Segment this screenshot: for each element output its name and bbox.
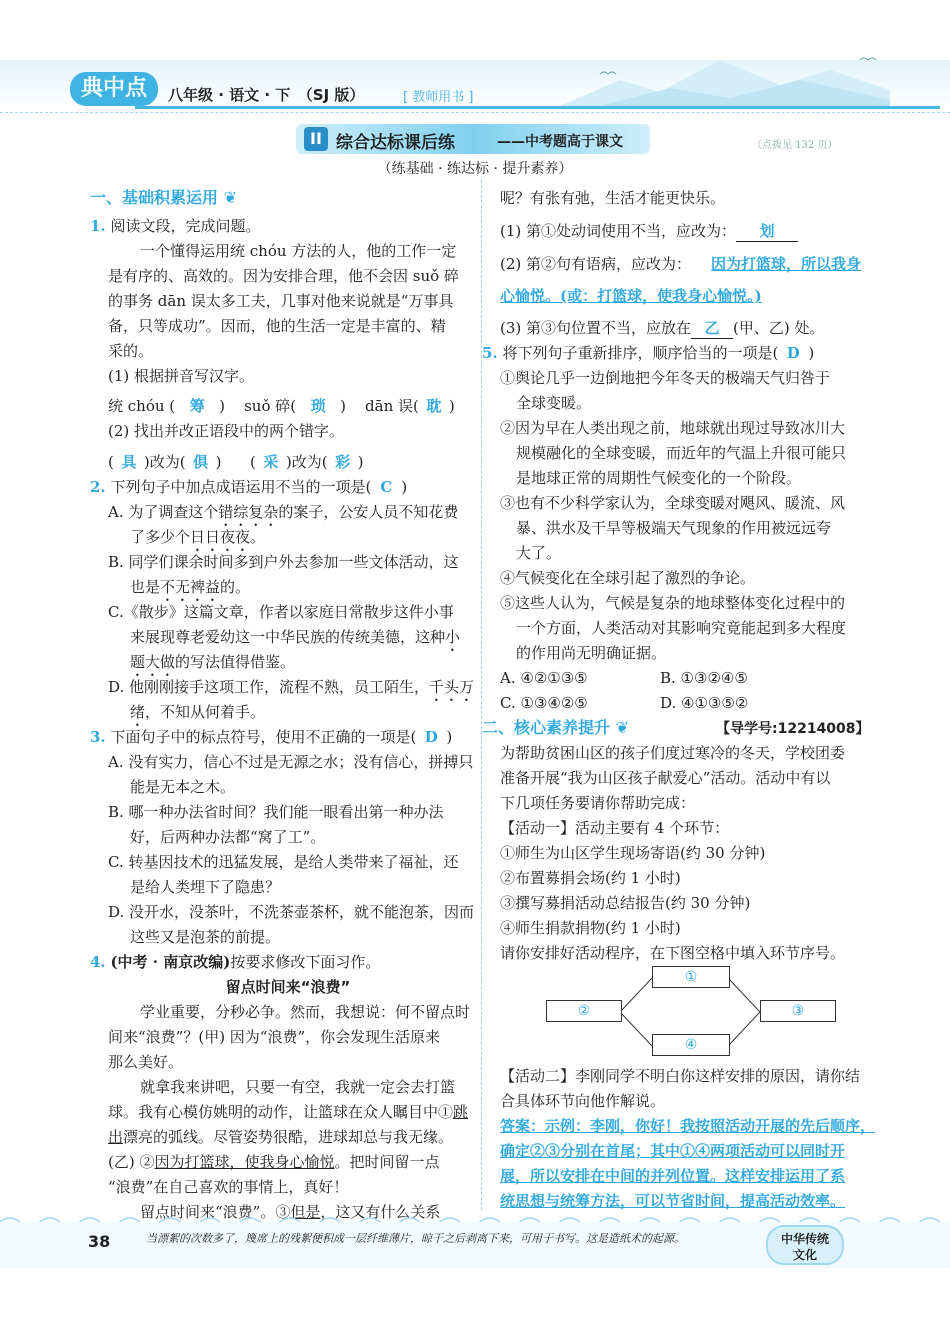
header-rule: [135, 106, 940, 109]
q4-essay-title: 留点时间来“浪费”: [225, 978, 351, 996]
q5-sentence: 的作用尚无明确证据。: [516, 644, 667, 662]
q5-sentence: 全球变暖。: [516, 394, 592, 412]
q5-sentence: 是地球正常的周期性气候变化的一个阶段。: [516, 469, 802, 487]
q1-sub2: (2) 找出并改正语段中的两个错字。: [108, 422, 345, 440]
q4-sub2: (2) 第②句有语病，应改为： 因为打篮球，所以我身: [500, 255, 862, 273]
guide-number: 【导学号:12214008】: [716, 721, 870, 737]
book-title: 八年级 · 语文 · 下 （SJ 版）: [168, 86, 365, 104]
column-divider: [481, 180, 482, 1210]
q5-sentence: ②因为早在人类出现之前，地球就出现过导致冰川大: [500, 419, 846, 437]
q4-essay-line: 学业重要，分秒必争。然而，我想说：何不留点时: [140, 1003, 471, 1021]
q4-sub3: (3) 第③句位置不当，应放在 乙 (甲、乙) 处。: [500, 319, 825, 337]
q6-step: ①师生为山区学生现场寄语(约 30 分钟): [500, 844, 766, 862]
q6-activity2-cont: 合具体环节向他作解说。: [500, 1092, 666, 1110]
q4-essay-line: 就拿我来讲吧，只要一有空，我就一定会去打篮: [140, 1078, 456, 1096]
q6-step: ②布置募捐会场(约 1 小时): [500, 869, 681, 887]
page-subtitle: （练基础 · 练达标 · 提升素养）: [377, 161, 573, 177]
q4-sub1: (1) 第①处动词使用不当，应改为： 划: [500, 221, 798, 242]
section-title: 综合达标课后练: [336, 133, 455, 153]
part1-title: 一、基础积累运用 ❦: [90, 188, 237, 207]
q4-essay-line: 间来“浪费”？(甲) 因为“浪费”，你会发现生活原来: [108, 1028, 441, 1046]
flow-box-top: ①: [652, 966, 730, 988]
q4-essay-line: 留点时间来“浪费”。③但是，这又有什么关系: [140, 1203, 441, 1221]
q2-option-d-cont: 绪，不知从何着手。: [130, 703, 266, 721]
q2-option-b: B. 同学们课余时间多到户外去参加一些文体活动，这: [108, 553, 459, 571]
q2-option-a-cont: 了多少个日日夜夜。: [130, 528, 266, 546]
q5-sentence: 大了。: [516, 544, 562, 562]
flow-box-left: ②: [546, 1000, 622, 1022]
q4-sub2-answer: 心愉悦。(或：打篮球，使我身心愉悦。): [500, 287, 762, 305]
brand-logo: 典中点: [70, 72, 158, 106]
q6-answer-line: 统思想与统筹方法，可以节省时间，提高活动效率。: [500, 1192, 846, 1210]
q1-stem: 1. 阅读文段，完成问题。: [90, 217, 261, 235]
q6-answer-line: 确定②③分别在首尾；其中①④两项活动可以同时开: [500, 1142, 846, 1160]
q3-option-c: C. 转基因技术的迅猛发展，是给人类带来了福祉，还: [108, 853, 459, 871]
q6-intro: 下几项任务要请你帮助完成：: [500, 794, 696, 812]
q6-step: ③撰写募捐活动总结报告(约 30 分钟): [500, 894, 751, 912]
q1-passage-line: 采的。: [108, 342, 154, 360]
q3-option-d-cont: 这些又是泡茶的前提。: [130, 928, 281, 946]
q4-essay-line: “浪费”在自己喜欢的事情上，真好！: [108, 1178, 349, 1196]
q5-stem: 5. 将下列句子重新排序，顺序恰当的一项是( D ): [482, 344, 815, 362]
q1-passage-line: 一个懂得运用统 chóu 方法的人，他的工作一定: [140, 242, 457, 260]
q6-step: ④师生捐款捐物(约 1 小时): [500, 919, 681, 937]
q6-answer-line: 答案：示例：李刚，你好！我按照活动开展的先后顺序，: [500, 1117, 876, 1135]
q2-option-c-cont2: 题大做的写法值得借鉴。: [130, 653, 296, 671]
q3-stem: 3. 下面句子中的标点符号，使用不正确的一项是( D ): [90, 728, 453, 746]
q4-essay-line: (乙) ②因为打篮球，使我身心愉悦。把时间留一点: [108, 1153, 440, 1171]
q1-passage-line: 的事务 dān 误太多工夫，几事对他来说就是“万事具: [108, 292, 454, 310]
q5-option-d: D. ④①③⑤②: [660, 694, 749, 712]
q1-passage-line: 是有序的、高效的。因为安排合理，他不会因 suǒ 碎: [108, 267, 459, 285]
q5-sentence: ③也有不少科学家认为，全球变暖对飓风、暖流、风: [500, 494, 846, 512]
q6-answer-line: 展，所以安排在中间的并列位置。这样安排运用了系: [500, 1167, 846, 1185]
q2-option-b-cont: 也是不无裨益的。: [130, 578, 251, 596]
q6-activity1: 【活动一】活动主要有 4 个环节：: [500, 819, 730, 837]
q1-typo-answers: ( 具 )改为( 俱 ) ( 采 )改为( 彩 ): [108, 453, 364, 471]
q4-essay-line: 球。我有心模仿姚明的动作，让篮球在众人瞩目中①跳: [108, 1103, 469, 1121]
part2-title: 二、核心素养提升 ❦: [482, 718, 629, 737]
q5-sentence: 一个方面，人类活动对其影响究竟能起到多大程度: [516, 619, 847, 637]
teacher-edition-label: [ 教师用书 ]: [403, 90, 474, 105]
q5-sentence: 规模融化的全球变暖，而近年的气温上升很可能只: [516, 444, 847, 462]
answer-reference: （点拨见 132 页）: [752, 140, 838, 151]
footer-note: 当漂絮的次数多了，篾席上的残絮便积成一层纤维薄片，晾干之后剥离下来，可用于书写。这是造纸术的起源。: [146, 1232, 685, 1245]
q6-activity2: 【活动二】李刚同学不明白你这样安排的原因，请你结: [500, 1067, 861, 1085]
q3-option-b: B. 哪一种办法省时间？我们能一眼看出第一种办法: [108, 803, 444, 821]
culture-logo: [766, 1225, 844, 1265]
q6-intro: 准备开展“我为山区孩子献爱心”活动。活动中有以: [500, 769, 831, 787]
q1-passage-line: 备，只等成功”。因而，他的生活一定是丰富的、精: [108, 317, 446, 335]
flow-box-bottom: ④: [652, 1034, 730, 1056]
q1-pinyin-answers: 统 chóu ( 筹 ) suǒ 碎( 琐 ) dān 误( 耽 ): [108, 397, 455, 415]
q2-option-c-cont: 来展现尊老爱幼这一中华民族的传统美德，这种小: [130, 628, 461, 646]
q2-option-d: D. 他刚刚接手这项工作，流程不熟，员工陌生，千头万: [108, 678, 475, 696]
culture-logo-line2: 文化: [792, 1248, 817, 1262]
q5-sentence: ⑤这些人认为，气候是复杂的地球整体变化过程中的: [500, 594, 846, 612]
leaf-icon: ❦: [615, 718, 629, 737]
section-badge: II: [304, 127, 328, 151]
q5-option-c: C. ①③④②⑤: [500, 694, 588, 712]
q2-option-c: C.《散步》这篇文章，作者以家庭日常散步这件小事: [108, 603, 454, 621]
q5-option-b: B. ①③②④⑤: [660, 669, 748, 687]
flow-box-right: ③: [760, 1000, 836, 1022]
page-number: 38: [88, 1232, 111, 1251]
landscape-decoration: [560, 40, 890, 106]
culture-logo-line1: 中华传统: [780, 1232, 829, 1246]
q3-option-b-cont: 好，后两种办法都“窝了工”。: [130, 828, 326, 846]
q4-essay-line: 出漂亮的弧线。尽管姿势很酷，进球却总与我无缘。: [108, 1128, 454, 1146]
q4-essay-line: 呢？有张有弛，生活才能更快乐。: [500, 189, 726, 207]
q2-option-a: A. 为了调查这个错综复杂的案子，公安人员不知花费: [108, 503, 459, 521]
q2-stem: 2. 下列句子中加点成语运用不当的一项是( C ): [90, 478, 408, 496]
q3-option-d: D. 没开水，没茶叶，不洗茶壶茶杯，就不能泡茶，因而: [108, 903, 475, 921]
q6-intro: 为帮助贫困山区的孩子们度过寒冷的冬天，学校团委: [500, 744, 846, 762]
q5-sentence: ④气候变化在全球引起了激烈的争论。: [500, 569, 756, 587]
q6-task: 请你安排好活动程序，在下图空格中填入环节序号。: [500, 944, 846, 962]
q3-option-c-cont: 是给人类埋下了隐患？: [130, 878, 281, 896]
q1-sub1: (1) 根据拼音写汉字。: [108, 367, 255, 385]
section-subtitle: ——中考题高于课文: [497, 134, 623, 150]
q3-option-a: A. 没有实力，信心不过是无源之水；没有信心，拼搏只: [108, 753, 474, 771]
header-dashed-rule: [0, 112, 950, 113]
q5-option-a: A. ④②①③⑤: [500, 669, 588, 687]
leaf-icon: ❦: [223, 188, 237, 207]
q5-sentence: 暴、洪水及干旱等极端天气现象的作用被远远夸: [516, 519, 832, 537]
q4-stem: 4. (中考 · 南京改编)按要求修改下面习作。: [90, 953, 381, 971]
q4-essay-line: 那么美好。: [108, 1053, 184, 1071]
q5-sentence: ①舆论几乎一边倒地把今年冬天的极端天气归咎于: [500, 369, 831, 387]
q3-option-a-cont: 能是无本之木。: [130, 778, 236, 796]
